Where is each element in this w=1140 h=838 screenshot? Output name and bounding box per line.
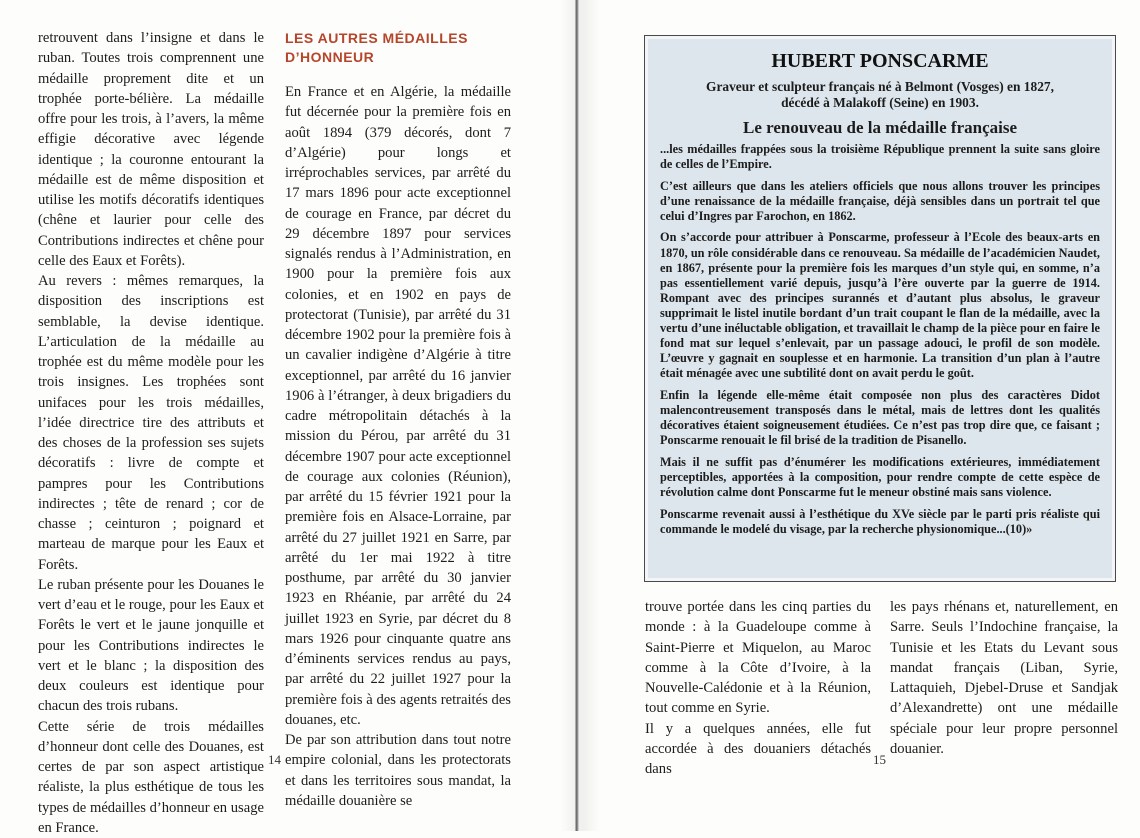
paragraph: Il y a quelques années, elle fut accordée à des douaniers détachés dans [645,719,871,780]
sidebar-text [660,142,1100,543]
sidebar-paragraph: C’est ailleurs que dans les ateliers officiels que nous allons trouver les principes d’une renaissance de la médaille française, déjà sensibles dans un portrait tel que celui d’Ingres par Farochon, en 1862. [660,179,1100,224]
sidebar-box-background [648,39,1112,578]
right-page-column-2 [890,597,1118,759]
paragraph: retrouvent dans l’insigne et dans le ruban. Toutes trois comprennent une médaille proprement dite et un trophée porte-bélière. La médaille offre pour les trois, à l’avers, la même effigie décorative avec légende identique ; la couronne entourant la médaille est de même disposition et utilise les motifs décoratifs identiques (chêne et laurier pour celle des Contributions indirectes et chêne pour celle des Eaux et Forêts). [38,28,264,271]
gutter-shadow [560,0,600,831]
book-gutter [575,0,579,831]
sidebar-heading: Le renouveau de la médaille française [648,118,1112,138]
left-page-column-2 [285,82,511,811]
page-number-right: 15 [873,752,886,768]
sidebar-paragraph: On s’accorde pour attribuer à Ponscarme, professeur à l’Ecole des beaux-arts en 1870, un rôle considérable dans ce renouveau. Sa médaille de l’académicien Naudet, en 1867, présente pour la première fois les marques d’un style qui, en somme, n’a pas essentiellement varié depuis, jusqu’à l’ère ouverte par la guerre de 1914. Rompant avec des principes surannés et d’autant plus absolus, le graveur supprimait le listel inutile bordant d’un trait coupant le flan de la médaille, avec la vertu d’une inéluctable obligation, et travaillait le champ de la pièce pour en faire le fond mat sur lequel s’enlevait, par un passage adouci, le profil de son modèle. L’œuvre y gagnait en souplesse et en harmonie. La transition d’un plan à l’autre était ménagée avec une subtilité dont on avait perdu le goût. [660,230,1100,381]
sidebar-title: HUBERT PONSCARME [648,50,1112,73]
paragraph: En France et en Algérie, la médaille fut décernée pour la première fois en août 1894 (379 décorés, dont 7 d’Algérie) pour longs et irréprochables services, par arrêté du 17 mars 1896 pour acte exceptionnel de courage en France, par décret du 29 décembre 1897 pour services signalés rendus à l’Administration, en 1900 pour la première fois aux colonies, et en 1902 en pays de protectorat (Tunisie), par arrêté du 31 décembre 1902 pour la première fois à un cavalier indigène d’Algérie à titre exceptionnel, par arrêté du 16 janvier 1906 à l’étranger, à deux brigadiers du cadre métropolitain détachés à la mission du Pérou, par arrêté du 31 décembre 1907 pour acte exceptionnel de courage aux colonies (Réunion), par arrêté du 15 février 1921 pour la première fois en Alsace-Lorraine, par arrêté du 27 juillet 1921 en Sarre, par arrêté du 1er mai 1922 à titre posthume, par arrêté du 30 janvier 1923 en Rhéanie, par arrêté du 24 juillet 1923 en Syrie, par décret du 8 mars 1926 pour cinquante quatre ans d’éminents services rendus au pays, par arrêté du 22 juillet 1927 pour la première fois à des agents retraités des douanes, etc. [285,82,511,730]
sidebar-paragraph: Mais il ne suffit pas d’énumérer les modifications extérieures, immédiatement perceptibles, apportées à la composition, pour rendre compte de cette espèce de révolution calme dont Ponscarme fut le meneur obstiné mais sans violence. [660,455,1100,500]
paragraph: De par son attribution dans tout notre empire colonial, dans les protectorats et dans les territoires sous mandat, la médaille douanière se [285,730,511,811]
paragraph: les pays rhénans et, naturellement, en Sarre. Seuls l’Indochine française, la Tunisie et les Etats du Levant sous mandat français (Liban, Syrie, Lattaquieh, Djebel-Druse et Sandjak d’Alexandrette) ont une médaille spéciale pour leur propre personnel douanier. [890,597,1118,759]
paragraph: Le ruban présente pour les Douanes le vert d’eau et le rouge, pour les Eaux et Forêts le vert et le jaune jonquille et pour les Contributions indirectes le vert et le blanc ; la disposition des deux couleurs est identique pour chacun des trois rubans. [38,575,264,717]
left-page-column-1 [38,28,264,838]
sidebar-paragraph: Ponscarme revenait aussi à l’esthétique du XVe siècle par le parti pris réaliste qui commande le modelé du visage, par la recherche physionomique...(10)» [660,507,1100,537]
right-page-column-1 [645,597,871,779]
sidebar-subtitle: Graveur et sculpteur français né à Belmont (Vosges) en 1827, décédé à Malakoff (Seine) en 1903. [688,79,1072,111]
paragraph: Cette série de trois médailles d’honneur dont celle des Douanes, est certes de par son aspect artistique réaliste, la plus esthétique de tous les types de médailles d’honneur en usage en France. [38,717,264,838]
ponscarme-sidebar-box [644,35,1116,582]
section-heading: LES AUTRES MÉDAILLES D’HONNEUR [285,29,511,66]
page-number-left: 14 [268,752,281,768]
sidebar-paragraph: ...les médailles frappées sous la troisième République prennent la suite sans gloire de celles de l’Empire. [660,142,1100,172]
paragraph: trouve portée dans les cinq parties du monde : à la Guadeloupe comme à Saint-Pierre et Miquelon, au Maroc comme à la Côte d’Ivoire, à la Nouvelle-Calédonie et à la Réunion, tout comme en Syrie. [645,597,871,719]
paragraph: Au revers : mêmes remarques, la disposition des inscriptions est semblable, la devise identique. L’articulation de la médaille au trophée est du même modèle pour les trois insignes. Les trophées sont unifaces pour les trois médailles, l’idée directrice tire des attributs et des choses de la profession ses sujets décoratifs : livre de compte et pampres pour les Contributions indirectes ; tête de renard ; cor de chasse ; ceinturon ; poignard et marteau de marque pour les Eaux et Forêts. [38,271,264,575]
sidebar-paragraph: Enfin la légende elle-même était composée non plus des caractères Didot malencontreusement transposés dans le métal, mais de lettres dont les qualités décoratives étaient soigneusement étudiées. Ce n’est pas trop dire que, ce faisant ; Ponscarme renouait le fil brisé de la tradition de Pisanello. [660,388,1100,448]
